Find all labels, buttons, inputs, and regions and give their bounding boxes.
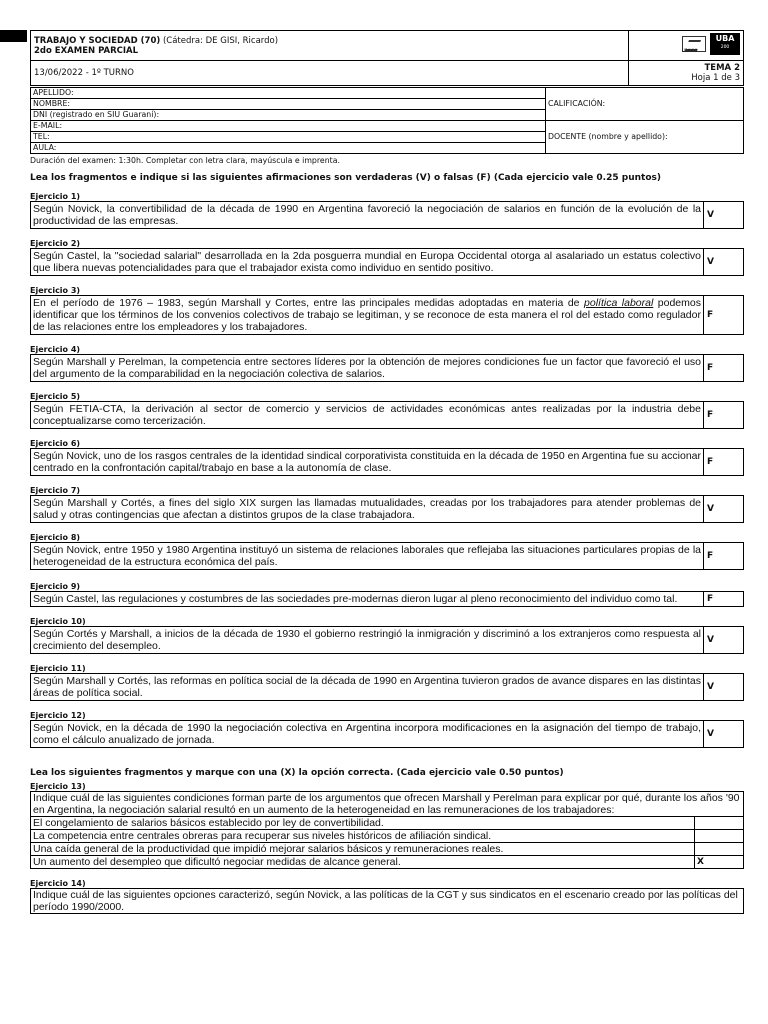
exercise-label: Ejercicio 4) — [30, 345, 81, 354]
section-vf-title: Lea los fragmentos e indique si las siguientes afirmaciones son verdaderas (V) o falsas (F) (Cada ejercicio vale 0.25 puntos) — [30, 173, 661, 183]
answer-cell[interactable]: V — [707, 635, 714, 645]
vf-exercises — [30, 192, 744, 748]
mc-option: Un aumento del desempleo que dificultó negociar medidas de alcance general. — [31, 856, 695, 869]
exercise-text: Según Marshall y Cortés, las reformas en política social de la década de 1990 en Argentina tuvieron grados de avance dispares en las distintas áreas de política social. — [31, 674, 704, 700]
exercise-label: Ejercicio 9) — [30, 582, 81, 591]
black-registration-mark — [0, 30, 27, 42]
uba-logo: UBAXXI UBA 200 — [682, 33, 740, 55]
exercise-box — [30, 201, 744, 229]
answer-cell[interactable]: F — [707, 363, 714, 373]
exam-sheet — [30, 30, 744, 914]
exercise — [30, 582, 744, 607]
exercise — [30, 345, 744, 382]
exercise-label: Ejercicio 3) — [30, 286, 81, 295]
exercise — [30, 617, 744, 654]
exercise — [30, 392, 744, 429]
exercise — [30, 192, 744, 229]
exercise — [30, 486, 744, 523]
exercise-label: Ejercicio 8) — [30, 533, 81, 542]
exam-name: 2do EXAMEN PARCIAL — [34, 45, 139, 56]
exam-date: 13/06/2022 - 1º TURNO — [31, 61, 629, 86]
field-apellido[interactable]: APELLIDO: — [31, 88, 546, 99]
emphasis-politica-laboral: política laboral — [584, 297, 654, 309]
exercise-label: Ejercicio 2) — [30, 239, 81, 248]
exercise-text: Según Marshall y Perelman, la competencia entre sectores líderes por la obtención de mejores condiciones fue un factor que favoreció el uso del argumento de la comparabilidad en la negociación colectiva de salarios. — [31, 355, 704, 381]
exercise-label: Ejercicio 14) — [30, 879, 86, 888]
mc-option: La competencia entre centrales obreras para recuperar sus niveles históricos de afiliación sindical. — [31, 830, 695, 843]
exercise — [30, 286, 744, 335]
answer-cell[interactable]: F — [707, 457, 714, 467]
mc-option: Una caída general de la productividad que impidió mejorar salarios básicos y remuneraciones reales. — [31, 843, 695, 856]
field-email[interactable]: E-MAIL: — [31, 121, 546, 132]
mc-table — [30, 888, 744, 914]
exercise-label: Ejercicio 11) — [30, 664, 86, 673]
exercise — [30, 711, 744, 748]
page-count: Hoja 1 de 3 — [691, 73, 740, 83]
field-docente[interactable]: DOCENTE (nombre y apellido): — [546, 121, 744, 154]
mc-option: El congelamiento de salarios básicos establecido por ley de convertibilidad. — [31, 817, 695, 830]
exercise-label: Ejercicio 5) — [30, 392, 81, 401]
tema-label: TEMA 2 — [704, 63, 740, 73]
section-mc-title: Lea los siguientes fragmentos y marque con una (X) la opción correcta. (Cada ejercicio vale 0.50 puntos) — [30, 768, 564, 778]
exercise-text: Según Novick, entre 1950 y 1980 Argentina instituyó un sistema de relaciones laborales que reflejaba las situaciones particulares propias de la heterogeneidad de la estructura económica del país. — [31, 543, 704, 569]
exercise-label: Ejercicio 6) — [30, 439, 81, 448]
exercise-label: Ejercicio 12) — [30, 711, 86, 720]
exercise-box — [30, 448, 744, 476]
exercise-box — [30, 626, 744, 654]
answer-cell[interactable]: V — [707, 504, 714, 514]
answer-cell[interactable]: F — [707, 551, 714, 561]
answer-cell[interactable]: V — [707, 682, 714, 692]
exercise-box — [30, 542, 744, 570]
student-info-table — [30, 87, 744, 154]
exam-header — [30, 30, 744, 86]
tema-cell — [629, 61, 744, 86]
exercise-label: Ejercicio 10) — [30, 617, 86, 626]
answer-cell[interactable]: V — [707, 210, 714, 220]
mc-question: Indique cuál de las siguientes condiciones forman parte de los argumentos que ofrecen Marshall y Perelman para explicar por qué, durante los años '90 en Argentina, la negociación salarial resultó en un aumento de la heterogeneidad en las remuneraciones de los trabajadores: — [31, 792, 744, 817]
mc-mark-cell[interactable] — [695, 843, 744, 856]
exercise-label: Ejercicio 7) — [30, 486, 81, 495]
exercise-label: Ejercicio 13) — [30, 782, 86, 791]
field-tel[interactable]: TEL: — [31, 132, 546, 143]
exercise-text: Según Marshall y Cortés, a fines del siglo XIX surgen las llamadas mutualidades, creadas por los trabajadores para atender problemas de salud y otras contingencias que afectan a distintos grupos de la clase trabajadora. — [31, 496, 704, 522]
field-aula[interactable]: AULA: — [31, 143, 546, 154]
course-name: TRABAJO Y SOCIEDAD (70) — [34, 35, 161, 46]
answer-cell[interactable]: V — [707, 257, 714, 267]
exercise — [30, 439, 744, 476]
mc-table — [30, 791, 744, 869]
exercise-text: Según Castel, la "sociedad salarial" desarrollada en la 2da posguerra mundial en Europa Occidental otorga al asalariado un estatus colectivo que libera nuevas potencialidades para que el trabajador exista como individuo en sentido positivo. — [31, 249, 704, 275]
answer-cell[interactable]: F — [707, 410, 714, 420]
exercise-text: Según Cortés y Marshall, a inicios de la década de 1930 el gobierno restringió la inmigración y discriminó a los extranjeros como respuesta al crecimiento del desempleo. — [31, 627, 704, 653]
field-calificacion[interactable]: CALIFICACIÓN: — [546, 88, 744, 121]
logo-cell — [629, 31, 744, 61]
exercise-text: Según Novick, en la década de 1990 la negociación colectiva en Argentina incorpora modificaciones en la asignación del tiempo de trabajo, como el cálculo anualizado de jornada. — [31, 721, 704, 747]
exercise-13 — [30, 782, 744, 869]
exercise-text: Según Castel, las regulaciones y costumbres de las sociedades pre-modernas dieron lugar al pleno reconocimiento del individuo como tal. — [31, 592, 704, 606]
answer-cell[interactable]: F — [707, 310, 714, 320]
mc-mark-cell[interactable] — [695, 817, 744, 830]
mc-mark-cell[interactable]: X — [695, 856, 744, 869]
exercise-box — [30, 295, 744, 335]
field-dni[interactable]: DNI (registrado en SIU Guaraní): — [31, 110, 546, 121]
exercise-text: En el período de 1976 – 1983, según Marshall y Cortes, entre las principales medidas adoptadas en materia de política laboral podemos identificar que los términos de los convenios colectivos de trabajo se legitiman, y se reconoce de esta manera el rol del estado como regulador de las relaciones entre los empleadores y los trabajadores. — [31, 296, 704, 334]
exercise-box — [30, 591, 744, 607]
exercise-text: Según Novick, uno de los rasgos centrales de la identidad sindical corporativista constituida en la década de 1950 en Argentina fue su accionar centrado en la confrontación capital/trabajo en base a la autonomía de clase. — [31, 449, 704, 475]
field-nombre[interactable]: NOMBRE: — [31, 99, 546, 110]
course-info — [31, 31, 629, 61]
exercise — [30, 664, 744, 701]
answer-cell[interactable]: F — [707, 594, 714, 604]
exam-duration: Duración del examen: 1:30h. Completar con letra clara, mayúscula e imprenta. — [30, 156, 340, 165]
exercise — [30, 239, 744, 276]
exercise-box — [30, 720, 744, 748]
exercise-box — [30, 248, 744, 276]
exercise-box — [30, 401, 744, 429]
exercise-label: Ejercicio 1) — [30, 192, 81, 201]
exercise-box — [30, 354, 744, 382]
mc-mark-cell[interactable] — [695, 830, 744, 843]
catedra: (Cátedra: DE GISI, Ricardo) — [160, 35, 279, 46]
mc-question: Indique cuál de las siguientes opciones caracterizó, según Novick, a las políticas de la CGT y sus sindicatos en el escenario creado por las políticas del período 1990/2000. — [31, 889, 744, 914]
exercise-box — [30, 495, 744, 523]
answer-cell[interactable]: V — [707, 729, 714, 739]
exercise — [30, 533, 744, 570]
exercise-14 — [30, 879, 744, 914]
exercise-text: Según Novick, la convertibilidad de la década de 1990 en Argentina favoreció la negociación de salarios en función de la evolución de la productividad de las empresas. — [31, 202, 704, 228]
exercise-box — [30, 673, 744, 701]
exercise-text: Según FETIA-CTA, la derivación al sector de comercio y servicios de actividades económicas antes realizadas por la industria debe conceptualizarse como tercerización. — [31, 402, 704, 428]
